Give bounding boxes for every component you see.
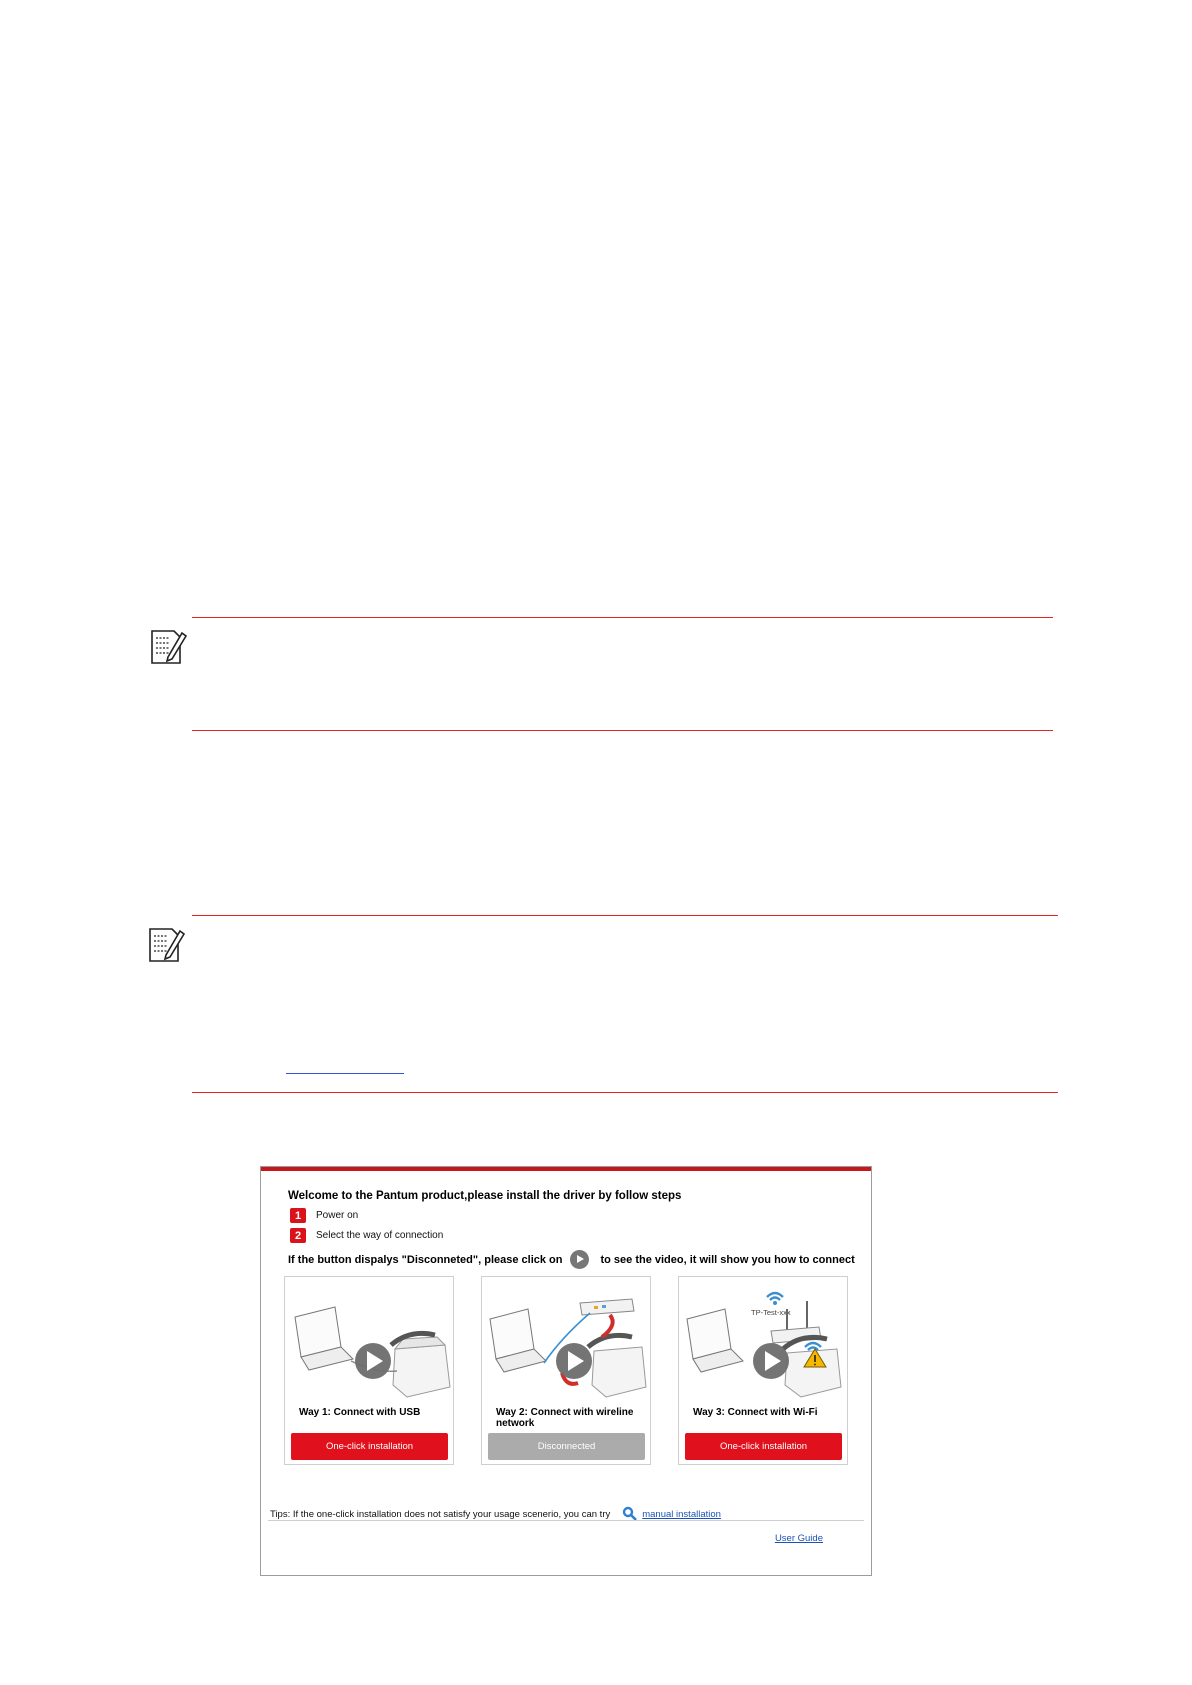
step-1 (290, 1208, 358, 1223)
installer-window (260, 1166, 872, 1576)
usb-illustration (285, 1277, 455, 1407)
card-title: Way 2: Connect with wireline network (496, 1407, 634, 1429)
hint-text-before: If the button dispalys "Disconneted", please click on (288, 1253, 563, 1266)
step-label: Power on (316, 1210, 359, 1221)
step-number: 1 (290, 1208, 306, 1223)
card-title: Way 1: Connect with USB (299, 1407, 421, 1418)
step-2 (290, 1228, 443, 1243)
connection-card-usb (284, 1276, 454, 1465)
link-underline[interactable] (286, 1073, 404, 1074)
wifi-icon (767, 1293, 783, 1300)
note-bottom-rule (192, 1092, 1058, 1093)
connection-card-wifi (678, 1276, 848, 1465)
manual-installation-link[interactable]: manual installation (642, 1508, 721, 1520)
note-bottom-rule (192, 730, 1053, 731)
note-pad-icon (148, 627, 188, 667)
hint-text-after: to see the video, it will show you how to connect (600, 1253, 855, 1266)
one-click-install-button[interactable]: One-click installation (685, 1433, 842, 1460)
installer-top-bar (261, 1167, 871, 1171)
disconnected-button[interactable]: Disconnected (488, 1433, 645, 1460)
video-hint (288, 1250, 855, 1269)
card-title: Way 3: Connect with Wi-Fi (693, 1407, 818, 1418)
step-label: Select the way of connection (316, 1230, 444, 1241)
welcome-heading: Welcome to the Pantum product,please install the driver by follow steps (288, 1190, 682, 1202)
wireline-illustration (482, 1277, 652, 1407)
user-guide-container (775, 1533, 823, 1544)
play-icon[interactable] (570, 1250, 589, 1269)
note-top-rule (192, 915, 1058, 916)
connection-card-wireline (481, 1276, 651, 1465)
step-number: 2 (290, 1228, 306, 1243)
note-pad-icon (146, 925, 186, 965)
tips-divider (268, 1520, 864, 1521)
user-guide-link[interactable]: User Guide (774, 1533, 823, 1544)
ssid-label: TP-Test-xxx (751, 1308, 791, 1317)
wifi-illustration (679, 1277, 849, 1407)
note-top-rule (192, 617, 1053, 618)
one-click-install-button[interactable]: One-click installation (291, 1433, 448, 1460)
tips-text: Tips: If the one-click installation does not satisfy your usage scenerio, you can try (270, 1508, 611, 1520)
